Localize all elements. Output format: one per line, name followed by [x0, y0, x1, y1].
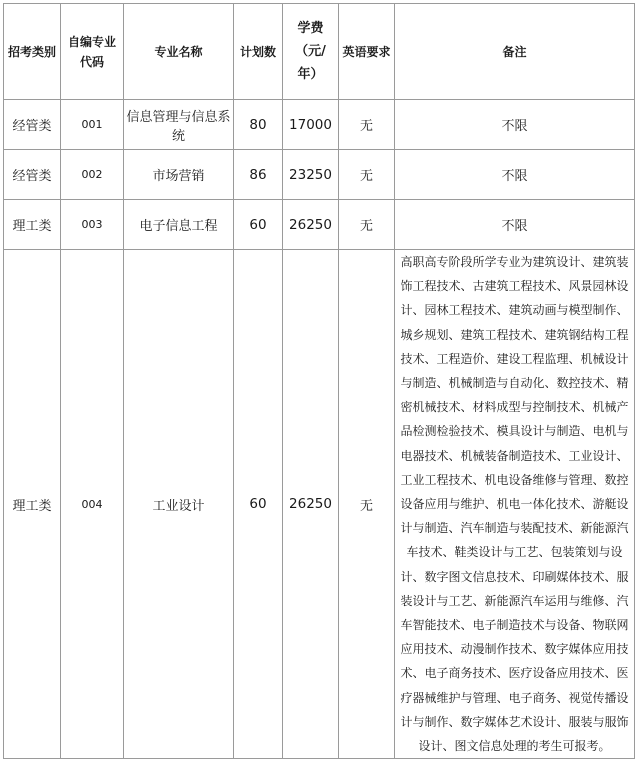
cell-tuition: 17000	[283, 100, 339, 150]
table-row	[4, 250, 635, 759]
cell-english: 无	[339, 150, 395, 200]
cell-tuition: 26250	[283, 250, 339, 759]
cell-code: 002	[61, 150, 124, 200]
cell-plan: 60	[234, 250, 283, 759]
header-english: 英语要求	[339, 4, 395, 100]
cell-code: 004	[61, 250, 124, 759]
cell-plan: 60	[234, 200, 283, 250]
header-category: 招考类别	[4, 4, 61, 100]
cell-category: 经管类	[4, 150, 61, 200]
cell-major: 信息管理与信息系统	[124, 100, 234, 150]
table-row	[4, 100, 635, 150]
cell-remark: 不限	[395, 100, 635, 150]
header-major: 专业名称	[124, 4, 234, 100]
cell-tuition: 23250	[283, 150, 339, 200]
header-code: 自编专业代码	[61, 4, 124, 100]
cell-plan: 80	[234, 100, 283, 150]
cell-remark-eligible-majors: 高职高专阶段所学专业为建筑设计、建筑装饰工程技术、古建筑工程技术、风景园林设计、园林工程技术、建筑动画与模型制作、城乡规划、建筑工程技术、建筑钢结构工程技术、工程造价、建设工程监理、机械设计与制造、机械制造与自动化、数控技术、精密机械技术、材料成型与控制技术、机械产品检测检验技术、模具设计与制造、电机与电器技术、机械装备制造技术、工业设计、工业工程技术、机电设备维修与管理、数控设备应用与维护、机电一体化技术、游艇设计与制造、汽车制造与装配技术、新能源汽车技术、鞋类设计与工艺、包装策划与设计、数字图文信息技术、印刷媒体技术、服装设计与工艺、新能源汽车运用与维修、汽车智能技术、电子制造技术与设备、物联网应用技术、动漫制作技术、数字媒体应用技术、电子商务技术、医疗设备应用技术、医疗器械维护与管理、电子商务、视觉传播设计与制作、数字媒体艺术设计、服装与服饰设计、图文信息处理的考生可报考。	[395, 250, 635, 759]
header-plan: 计划数	[234, 4, 283, 100]
cell-code: 003	[61, 200, 124, 250]
cell-english: 无	[339, 200, 395, 250]
cell-english: 无	[339, 250, 395, 759]
cell-code: 001	[61, 100, 124, 150]
cell-major: 市场营销	[124, 150, 234, 200]
header-tuition: 学费（元/年）	[283, 4, 339, 100]
header-remark: 备注	[395, 4, 635, 100]
table-row	[4, 150, 635, 200]
cell-category: 理工类	[4, 250, 61, 759]
cell-english: 无	[339, 100, 395, 150]
table-row	[4, 200, 635, 250]
cell-remark: 不限	[395, 150, 635, 200]
cell-major: 工业设计	[124, 250, 234, 759]
cell-remark: 不限	[395, 200, 635, 250]
cell-category: 经管类	[4, 100, 61, 150]
cell-plan: 86	[234, 150, 283, 200]
admission-table	[3, 3, 635, 759]
cell-major: 电子信息工程	[124, 200, 234, 250]
header-row	[4, 4, 635, 100]
cell-category: 理工类	[4, 200, 61, 250]
cell-tuition: 26250	[283, 200, 339, 250]
